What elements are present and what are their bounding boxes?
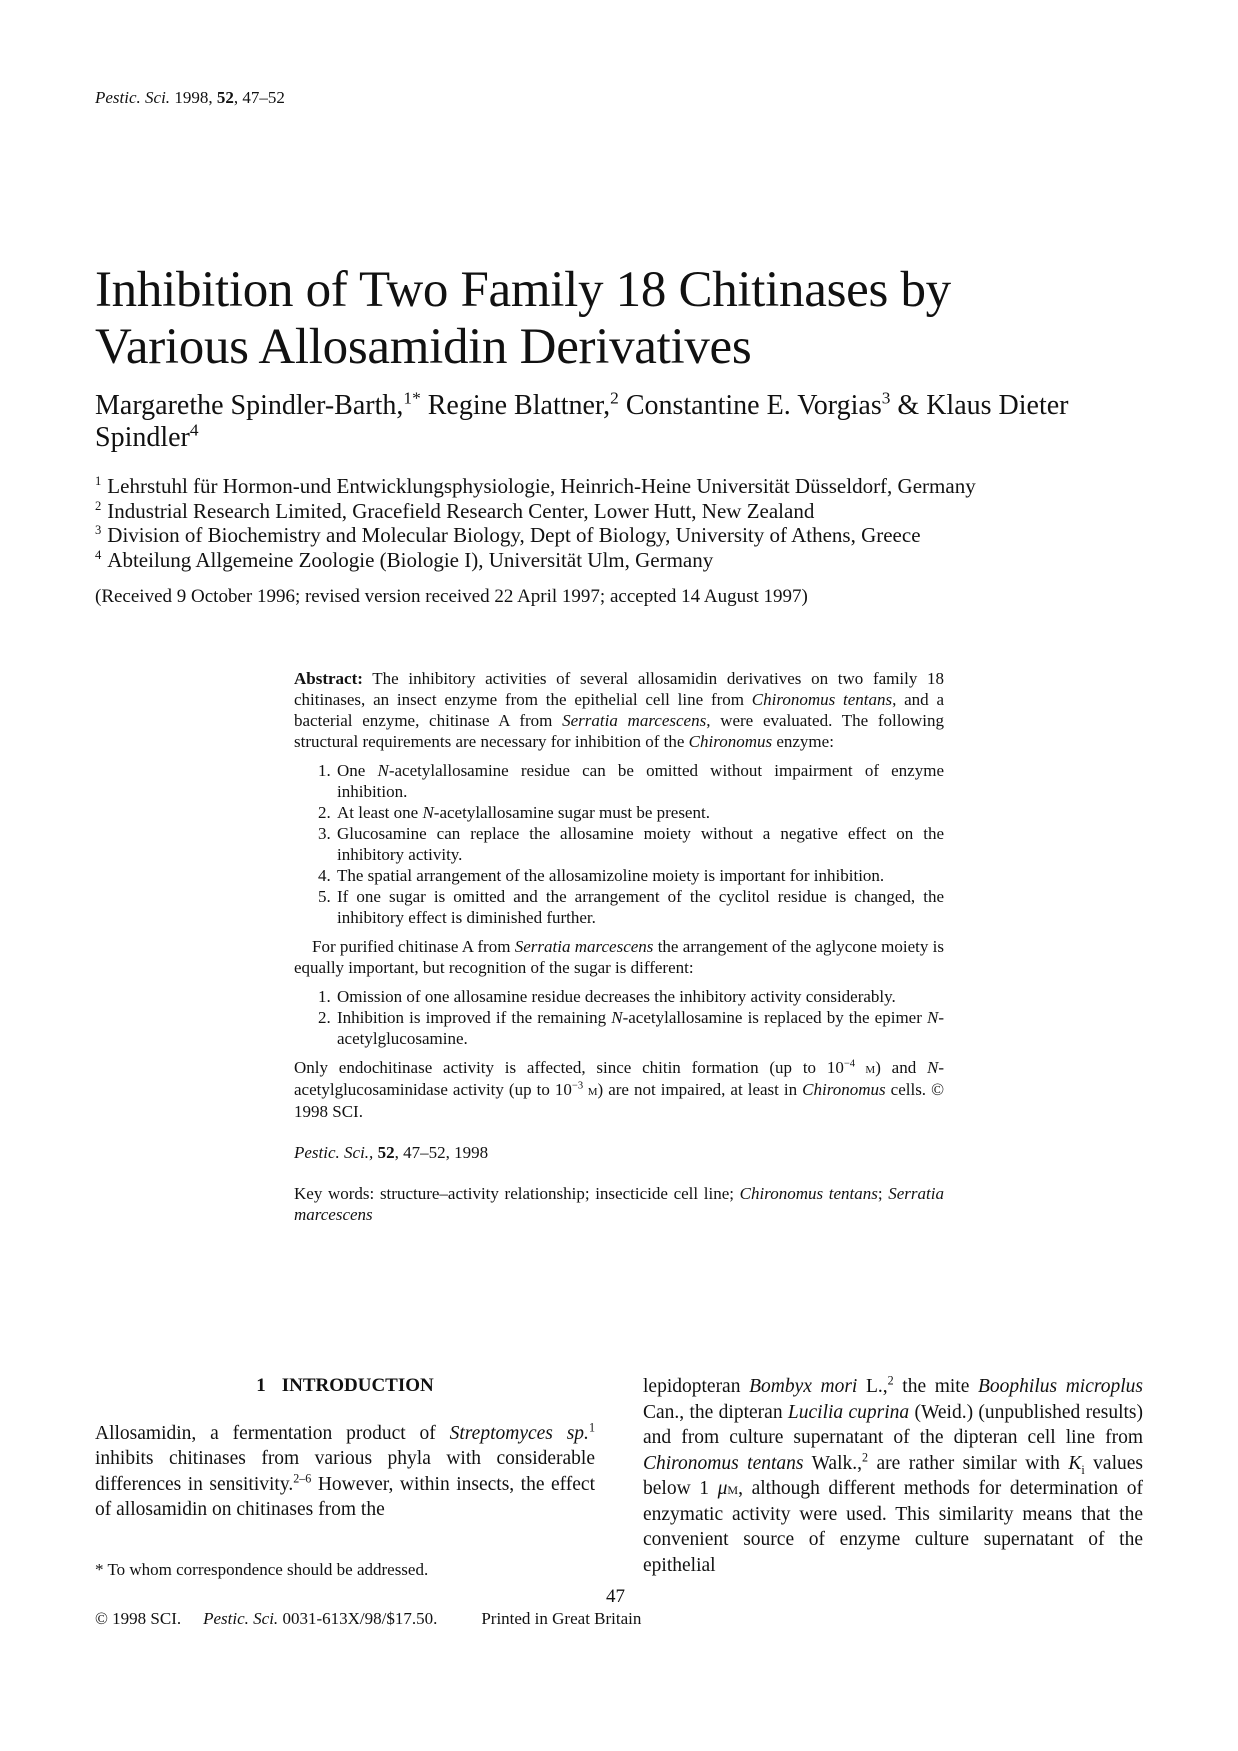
journal-name: Pestic. Sci. xyxy=(203,1609,279,1628)
species-name: Serratia marcescens xyxy=(562,711,707,730)
text: the mite xyxy=(893,1376,978,1397)
text: Omission of one allosamine residue decreases the inhibitory activity considerably. xyxy=(337,987,896,1006)
author: Constantine E. Vorgias xyxy=(618,390,882,421)
exponent: −4 xyxy=(843,1058,856,1070)
citation-ref: 2 xyxy=(862,1450,869,1464)
author: Margarethe Spindler-Barth, xyxy=(95,390,404,421)
list-item xyxy=(335,986,944,1007)
abstract-paragraph-1 xyxy=(294,668,944,752)
intro-column-right xyxy=(643,1374,1143,1578)
affiliation xyxy=(95,474,1155,499)
section-title: INTRODUCTION xyxy=(281,1375,434,1396)
affiliation-text: Industrial Research Limited, Gracefield Research Center, Lower Hutt, New Zealand xyxy=(107,498,815,523)
species-name: Serratia marcescens xyxy=(294,1184,944,1224)
citation-ref: 2 xyxy=(887,1373,894,1388)
journal-year: 1998, xyxy=(174,88,213,107)
text: N xyxy=(926,1008,939,1027)
running-head xyxy=(95,88,285,108)
text: For purified chitinase A from xyxy=(312,937,515,956)
unit: м xyxy=(727,1478,739,1498)
affiliation-text: Lehrstuhl für Hormon-und Entwicklungsphysiologie, Heinrich-Heine Universität Düsseldorf, Germany xyxy=(107,474,976,498)
affiliation xyxy=(95,523,1155,548)
text: Allosamidin, a fermentation product of xyxy=(95,1422,450,1444)
paper-title xyxy=(95,262,1145,376)
species-name: Bombyx mori xyxy=(749,1376,858,1397)
text: Only endochitinase activity is affected, since chitin formation (up to 10 xyxy=(294,1058,844,1077)
abstract-paragraph-2 xyxy=(294,936,944,978)
text: the arrangement of the aglycone moiety is equally important, but recognition of the sugar is different: xyxy=(294,937,944,977)
abstract xyxy=(294,668,944,1225)
text: N xyxy=(422,803,434,822)
text: cells. © 1998 SCI. xyxy=(294,1080,945,1121)
affiliation xyxy=(95,499,1155,524)
text: However, within insects, the effect of allosamidin on chitinases from the xyxy=(95,1473,596,1520)
keywords xyxy=(294,1183,944,1225)
title-line-1: Inhibition of Two Family 18 Chitinases by xyxy=(95,262,951,318)
affiliation-text: Division of Biochemistry and Molecular Biology, Dept of Biology, University of Athens, Greece xyxy=(107,523,921,547)
affiliation-number: 4 xyxy=(95,547,102,562)
author: & Klaus Dieter Spindler xyxy=(95,390,1069,453)
species-name: Chironomus tentans xyxy=(643,1452,804,1474)
text: ; xyxy=(877,1184,889,1203)
symbol: μ xyxy=(717,1478,728,1499)
text: Walk., xyxy=(803,1452,862,1474)
text: structure–activity relationship; insecticide cell line; xyxy=(379,1184,740,1203)
list-item xyxy=(335,1007,944,1049)
species-name: Chironomus tentans xyxy=(739,1184,878,1203)
journal-volume: 52 xyxy=(216,88,234,107)
affiliation-text: Abteilung Allgemeine Zoologie (Biologie I), Universität Ulm, Germany xyxy=(107,547,714,572)
affiliations xyxy=(95,474,1155,572)
text: lepidopteran xyxy=(643,1376,750,1397)
text: Glucosamine can replace the allosamine moiety without a negative effect on the inhibitory activity. xyxy=(337,824,944,864)
species-name: Lucilia cuprina xyxy=(787,1401,910,1423)
section-heading xyxy=(95,1373,595,1399)
text: N xyxy=(611,1008,623,1027)
author-list xyxy=(95,390,1145,454)
journal-name: Pestic. Sci. xyxy=(95,88,171,107)
affiliation xyxy=(95,548,1155,573)
keywords-label: Key words: xyxy=(294,1184,380,1203)
text: , although different methods for determination of enzymatic activity were used. This similarity means that the convenient source of enzyme culture supernatant of the epithelial xyxy=(643,1478,1143,1576)
text: , and a bacterial enzyme, chitinase A from xyxy=(294,690,944,730)
text: values below 1 xyxy=(643,1452,1143,1499)
affiliation-number: 1 xyxy=(95,474,102,488)
author: Regine Blattner, xyxy=(420,390,611,421)
abstract-paragraph-3 xyxy=(294,1057,944,1122)
symbol: K xyxy=(1068,1452,1082,1474)
text: At least one xyxy=(337,803,423,822)
text: (Weid.) (unpublished results) and from culture supernatant of the dipteran cell line from xyxy=(643,1401,1143,1448)
received-dates: (Received 9 October 1996; revised version received 22 April 1997; accepted 14 August 1997) xyxy=(95,586,808,607)
list-item xyxy=(335,760,944,802)
unit: м xyxy=(855,1060,876,1077)
text: ) are not impaired, at least in xyxy=(597,1080,803,1099)
section-number: 1 xyxy=(256,1375,266,1396)
species-name: Streptomyces sp. xyxy=(449,1422,589,1444)
copyright-footer xyxy=(95,1609,663,1629)
text: -acetylglucosaminidase activity (up to 10 xyxy=(294,1058,944,1099)
text: enzyme: xyxy=(772,732,834,751)
text: -acetylallosamine residue can be omitted without impairment of enzyme inhibition. xyxy=(337,761,944,801)
list-item xyxy=(335,865,944,886)
body-paragraph xyxy=(643,1374,1143,1578)
serratia-requirements-list xyxy=(294,986,944,1049)
species-name: Chironomus xyxy=(802,1080,886,1099)
text: Inhibition is improved if the remaining xyxy=(337,1008,612,1027)
text: The spatial arrangement of the allosamizoline moiety is important for inhibition. xyxy=(337,866,885,885)
text: If one sugar is omitted and the arrangement of the cyclitol residue is changed, the inhibitory effect is diminished further. xyxy=(337,887,944,927)
list-item xyxy=(335,886,944,928)
page-number: 47 xyxy=(606,1586,625,1607)
text: -acetylallosamine is replaced by the epimer xyxy=(622,1008,927,1027)
unit: м xyxy=(583,1082,598,1099)
journal-volume: 52 xyxy=(377,1143,395,1162)
text: L., xyxy=(857,1376,888,1397)
text: ) and xyxy=(875,1058,927,1077)
list-item xyxy=(335,802,944,823)
copyright: © 1998 SCI. xyxy=(95,1609,182,1628)
exponent: −3 xyxy=(571,1080,584,1092)
journal-pages: , 47–52 xyxy=(233,88,285,107)
species-name: Chironomus tentans xyxy=(751,690,893,709)
author-affil-marker: 1* xyxy=(403,388,421,408)
author-affil-marker: 4 xyxy=(189,420,199,440)
citation-ref: 1 xyxy=(588,1420,595,1434)
text: are rather similar with xyxy=(868,1452,1069,1474)
journal-name: Pestic. Sci., xyxy=(294,1143,374,1162)
body-paragraph xyxy=(95,1421,595,1523)
intro-column-left xyxy=(95,1373,595,1523)
species-name: Boophilus microplus xyxy=(978,1376,1143,1397)
author-affil-marker: 2 xyxy=(610,388,619,408)
text: One xyxy=(337,761,378,780)
text: , were evaluated. The following structural requirements are necessary for inhibition of the xyxy=(294,711,944,751)
abstract-citation xyxy=(294,1142,944,1163)
affiliation-number: 3 xyxy=(95,523,102,537)
text: , 47–52, 1998 xyxy=(394,1143,489,1162)
text: N xyxy=(377,761,389,780)
text: -acetylallosamine sugar must be present. xyxy=(433,803,710,822)
printed-in: Printed in Great Britain xyxy=(481,1609,642,1628)
affiliation-number: 2 xyxy=(95,498,102,513)
list-item xyxy=(335,823,944,865)
text: The inhibitory activities of several allosamidin derivatives on two family 18 chitinases, an insect enzyme from the epithelial cell line from xyxy=(294,669,944,709)
issn: 0031-613X/98/$17.50. xyxy=(278,1609,438,1628)
abstract-label: Abstract: xyxy=(294,669,363,688)
text: -acetylglucosamine. xyxy=(337,1008,944,1048)
text: inhibits chitinases from various phyla with considerable differences in sensitivity. xyxy=(95,1448,595,1495)
text: Can., the dipteran xyxy=(643,1401,788,1423)
citation-ref: 2–6 xyxy=(293,1471,312,1485)
text: N xyxy=(926,1058,939,1077)
species-name: Serratia marcescens xyxy=(514,937,654,956)
author-affil-marker: 3 xyxy=(881,388,891,408)
title-line-2: Various Allosamidin Derivatives xyxy=(95,319,752,375)
footnote: * To whom correspondence should be addressed. xyxy=(95,1560,429,1579)
species-name: Chironomus xyxy=(688,732,773,751)
subscript: i xyxy=(1081,1462,1085,1477)
chironomus-requirements-list xyxy=(294,760,944,928)
